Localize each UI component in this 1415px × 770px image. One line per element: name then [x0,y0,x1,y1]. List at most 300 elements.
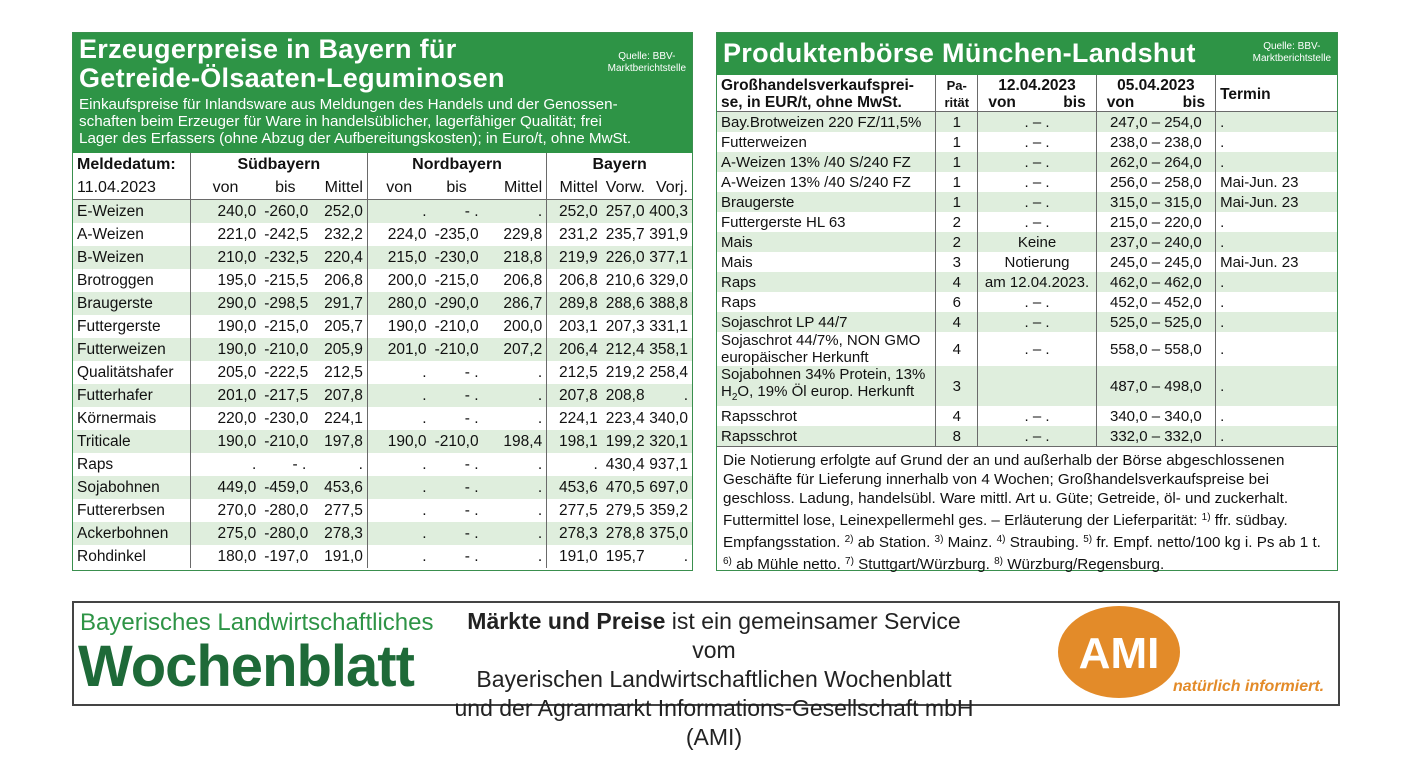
bayern-vorw: 199,2 [605,432,645,450]
nordbayern-von: . [367,384,430,407]
ami-logo-icon [1057,605,1181,699]
date2-label: 05.04.2023 [1117,77,1195,94]
paritaet: 2 [936,212,978,232]
erzeugerpreise-subtitle [73,93,692,147]
suedbayern-mittel: 205,9 [324,340,363,358]
bayern-mittel: 224,1 [547,407,602,430]
nordbayern-header: Nordbayern [367,153,546,176]
suedbayern-bis: -210,0 [264,432,309,450]
table-row [717,152,1337,172]
service-line: ist ein gemeinsamer Service vom [665,608,961,663]
nordbayern-von: . [367,407,430,430]
product-header-line: Großhandelsverkaufsprei- [721,77,914,94]
paritaet: 6 [936,292,978,312]
table-row [73,430,692,453]
suedbayern-mittel: 220,4 [324,248,363,266]
bayern-mittel: 453,6 [547,476,602,499]
date2-header [1096,75,1215,112]
notierung-previous: 256,0 – 258,0 [1096,172,1215,192]
paritaet-header-line: Pa- [946,78,967,93]
bayern-vorj: 391,9 [649,225,688,243]
bayern-vorj: . [683,547,688,565]
suedbayern-mittel: . [358,455,363,473]
paritaet: 4 [936,332,978,366]
meldedatum-label: Meldedatum: [77,155,176,173]
suedbayern-mittel: 277,5 [324,501,363,519]
nordbayern-von: . [367,545,430,568]
termin: . [1216,112,1337,133]
paritaet: 4 [936,406,978,426]
suedbayern-mittel: 207,8 [324,386,363,404]
subtitle-line: Lager des Erfassers (ohne Abzug der Aufbereitungskosten); in Euro/t, ohne MwSt. [79,130,632,147]
source-note [608,51,686,75]
crop-name: Futtergerste [77,317,161,335]
notierung-current: . – . [978,406,1096,426]
nordbayern-bis: -210,0 [434,432,479,450]
produktenboerse-header [717,33,1337,75]
paritaet: 1 [936,132,978,152]
bis-label: bis [1182,94,1206,111]
table-row [73,315,692,338]
nordbayern-bis: - . [464,363,479,381]
table-row [73,223,692,246]
nordbayern-mittel: 200,0 [503,317,543,335]
bayern-mittel: 252,0 [547,200,602,224]
service-banner [72,601,1340,750]
notierung-current: . – . [978,292,1096,312]
product-name: Futtergerste HL 63 [721,213,846,231]
product-name: A-Weizen 13% /40 S/240 FZ [721,153,911,171]
product-col-header [717,75,936,112]
table-row [717,252,1337,272]
footnote-marker: 8) [994,556,1003,567]
notierung-current: Keine [978,232,1096,252]
table-row [717,312,1337,332]
nordbayern-mittel: 286,7 [503,294,543,312]
suedbayern-mittel: 278,3 [324,524,363,542]
product-name: Rapsschrot [721,407,797,425]
source-line: Quelle: BBV- [618,51,676,62]
nordbayern-von: . [367,453,430,476]
crop-name: A-Weizen [77,225,144,243]
crop-name: Qualitätshafer [77,363,174,381]
product-name: Mais [721,233,753,251]
footnote-marker: 5) [1083,534,1093,545]
produktenboerse-title: Produktenbörse München-Landshut [723,38,1196,68]
termin: Mai-Jun. 23 [1216,172,1337,192]
notierung-previous: 315,0 – 315,0 [1096,192,1215,212]
product-name: Raps [721,273,757,291]
notierung-previous: 462,0 – 462,0 [1096,272,1215,292]
bayern-vorw: 279,5 [605,501,645,519]
nordbayern-bis: -230,0 [434,248,479,266]
suedbayern-von: 180,0 [190,545,260,568]
table-row [73,407,692,430]
table-row [717,232,1337,252]
nordbayern-bis: - . [464,386,479,404]
notierung-current: . – . [978,192,1096,212]
termin: . [1216,272,1337,292]
nordbayern-von: . [367,200,430,224]
crop-name: Braugerste [77,294,153,312]
paritaet: 1 [936,152,978,172]
footnote-marker: 1) [1201,512,1211,523]
notierung-previous: 332,0 – 332,0 [1096,426,1215,446]
suedbayern-von: . [190,453,260,476]
service-text [454,607,974,752]
termin: . [1216,232,1337,252]
product-name: Mais [721,253,753,271]
termin: . [1216,292,1337,312]
col-bis: bis [275,178,296,196]
von-label: von [988,94,1016,111]
bayern-mittel: 207,8 [547,384,602,407]
termin: Mai-Jun. 23 [1216,252,1337,272]
bayern-vorw: 470,5 [605,478,645,496]
bayern-vorj: 377,1 [649,248,688,266]
table-row [73,269,692,292]
source-line: Marktberichtstelle [1252,53,1331,64]
nordbayern-bis: -290,0 [434,294,479,312]
suedbayern-header: Südbayern [190,153,367,176]
crop-name: Rohdinkel [77,547,146,565]
suedbayern-von: 240,0 [190,200,260,224]
product-name: Futterweizen [721,133,807,151]
bayern-vorw: 219,2 [605,363,645,381]
source-line: Marktberichtstelle [607,63,686,74]
brand-subtitle: Bayerisches Landwirtschaftliches [80,609,434,636]
bayern-vorj: 331,1 [649,317,688,335]
suedbayern-bis: -230,0 [264,409,309,427]
termin-header: Termin [1216,75,1337,112]
bayern-mittel: 206,4 [547,338,602,361]
bayern-mittel: 219,9 [547,246,602,269]
suedbayern-von: 290,0 [190,292,260,315]
table-row [73,499,692,522]
title-line-2: Getreide-Ölsaaten-Leguminosen [79,63,505,93]
bayern-vorw: 278,8 [605,524,645,542]
paritaet: 1 [936,112,978,133]
subtitle-line: Einkaufspreise für Inlandsware aus Meldungen des Handels und der Genossen- [79,96,618,113]
nordbayern-von: . [367,522,430,545]
bayern-vorw: 208,8 [605,386,645,404]
nordbayern-mittel: 198,4 [503,432,543,450]
suedbayern-bis: -280,0 [264,501,309,519]
paritaet: 4 [936,272,978,292]
crop-name: Sojabohnen [77,478,160,496]
table-row [73,338,692,361]
notierung-previous: 238,0 – 238,0 [1096,132,1215,152]
termin: . [1216,366,1337,406]
footnote-marker: 6) [723,556,732,567]
nordbayern-mittel: . [537,386,543,404]
termin: Mai-Jun. 23 [1216,192,1337,212]
crop-name: Futterweizen [77,340,166,358]
paritaet: 3 [936,252,978,272]
produktenboerse-table [717,75,1337,446]
product-name-line: Sojabohnen 34% Protein, 13% [721,366,926,383]
nordbayern-von: 224,0 [367,223,430,246]
bayern-mittel: 212,5 [547,361,602,384]
service-bold: Märkte und Preise [467,608,666,634]
table-row [73,292,692,315]
bayern-mittel: 277,5 [547,499,602,522]
notierung-previous: 452,0 – 452,0 [1096,292,1215,312]
notierung-previous: 487,0 – 498,0 [1096,366,1215,406]
notierung-current: am 12.04.2023. [978,272,1096,292]
paritaet: 1 [936,172,978,192]
table-row [717,332,1337,366]
col-vorw: Vorw. [605,178,645,196]
suedbayern-von: 220,0 [190,407,260,430]
bayern-vorw: 212,4 [605,340,645,358]
nordbayern-mittel: . [537,409,543,427]
notierung-previous: 262,0 – 264,0 [1096,152,1215,172]
suedbayern-bis: -280,0 [264,524,309,542]
notierung-current: . – . [978,132,1096,152]
product-name: Rapsschrot [721,427,797,445]
source-line: Quelle: BBV- [1263,41,1321,52]
erzeugerpreise-header [73,33,692,153]
suedbayern-bis: -215,5 [264,271,309,289]
suedbayern-von: 210,0 [190,246,260,269]
nordbayern-mittel: 218,8 [503,248,543,266]
suedbayern-mittel: 252,0 [310,200,367,224]
col-mittel: Mittel [503,178,543,196]
paritaet: 3 [936,366,978,406]
nordbayern-bis: - . [464,455,479,473]
produktenboerse-panel [716,32,1338,571]
nordbayern-bis: - . [431,200,483,224]
bayern-vorj: . [683,386,688,404]
table-row [73,545,692,568]
nordbayern-bis: - . [464,501,479,519]
nordbayern-von: 200,0 [367,269,430,292]
table-row [73,361,692,384]
von-label: von [1106,94,1135,111]
notierung-current: . – . [978,112,1096,133]
table-row [73,384,692,407]
paritaet: 2 [936,232,978,252]
suedbayern-mittel: 291,7 [324,294,363,312]
erzeugerpreise-panel [72,32,693,571]
suedbayern-bis: -222,5 [264,363,309,381]
product-name: Sojaschrot LP 44/7 [721,313,848,331]
termin: . [1216,332,1337,366]
bis-label: bis [1063,94,1086,111]
brand-logo-wochenblatt: Wochenblatt [78,634,414,699]
nordbayern-von: . [367,499,430,522]
suedbayern-bis: -459,0 [264,478,309,496]
table-row [717,272,1337,292]
notierung-previous: 340,0 – 340,0 [1096,406,1215,426]
table-row [717,212,1337,232]
bayern-vorj: 358,1 [649,340,688,358]
termin: . [1216,426,1337,446]
notierung-current: Notierung [978,252,1096,272]
nordbayern-bis: -215,0 [434,271,479,289]
table-row [73,453,692,476]
bayern-vorw: 257,0 [602,200,645,224]
bayern-vorj: 388,8 [649,294,688,312]
bayern-vorj: 320,1 [649,432,688,450]
table-row [717,132,1337,152]
bayern-mittel: 278,3 [547,522,602,545]
table-row [717,406,1337,426]
nordbayern-von: 215,0 [367,246,430,269]
footnote-marker: 3) [934,534,944,545]
bayern-vorj: 400,3 [645,200,692,224]
paritaet-header-line: rität [944,95,970,110]
footnote-marker: 4) [996,534,1006,545]
termin: . [1216,312,1337,332]
suedbayern-von: 270,0 [190,499,260,522]
footnote-marker: 2) [844,534,854,545]
suedbayern-bis: -215,0 [264,317,309,335]
subtitle-line: schaften beim Erzeuger für Ware in handelsüblicher, lagerfähiger Qualität; frei [79,113,602,130]
notierung-current: . – . [978,426,1096,446]
bayern-vorw: 195,7 [605,547,645,565]
bayern-vorw: 430,4 [605,455,645,473]
nordbayern-von: 190,0 [367,430,430,453]
paritaet: 8 [936,426,978,446]
paritaet: 1 [936,192,978,212]
crop-name: Brotroggen [77,271,154,289]
crop-name: Ackerbohnen [77,524,169,542]
nordbayern-von: . [367,476,430,499]
ami-slogan: natürlich informiert. [1173,678,1325,695]
crop-name: B-Weizen [77,248,144,266]
bayern-vorj: 375,0 [649,524,688,542]
suedbayern-mittel: 191,0 [324,547,363,565]
nordbayern-mittel: 207,2 [503,340,543,358]
col-mittel: Mittel [547,176,602,200]
bayern-vorj: 258,4 [649,363,688,381]
bayern-vorw: 226,0 [605,248,645,266]
product-header-line: se, in EUR/t, ohne MwSt. [721,94,902,111]
suedbayern-von: 205,0 [190,361,260,384]
suedbayern-von: 190,0 [190,315,260,338]
suedbayern-von: 201,0 [190,384,260,407]
termin: . [1216,132,1337,152]
termin: . [1216,152,1337,172]
suedbayern-mittel: 197,8 [324,432,363,450]
bayern-vorj: 340,0 [649,409,688,427]
paritaet-header [936,75,978,112]
nordbayern-mittel: . [483,200,547,224]
product-name: A-Weizen 13% /40 S/240 FZ [721,173,911,191]
notierung-current: . – . [978,172,1096,192]
nordbayern-bis: - . [464,547,479,565]
col-von: von [367,176,430,200]
product-name-line: Sojaschrot 44/7%, NON GMO [721,332,921,349]
bayern-vorw: 210,6 [605,271,645,289]
suedbayern-bis: -210,0 [264,340,309,358]
bayern-vorj: 937,1 [649,455,688,473]
nordbayern-von: 201,0 [367,338,430,361]
table-row [717,292,1337,312]
bayern-mittel: 191,0 [547,545,602,568]
notierung-previous: 525,0 – 525,0 [1096,312,1215,332]
nordbayern-mittel: . [537,478,543,496]
ami-logo-text: AMI [1078,629,1160,678]
notierung-previous: 215,0 – 220,0 [1096,212,1215,232]
termin: . [1216,212,1337,232]
product-name [717,366,936,406]
table-row [73,246,692,269]
table-row [73,522,692,545]
date1-label: 12.04.2023 [998,77,1076,94]
nordbayern-von: . [367,361,430,384]
table-row [717,426,1337,446]
table-row [717,112,1337,133]
subscript: 2 [731,392,738,403]
product-name-line: $H_2O$, 19% Öl europ. Herkunft [721,383,915,403]
suedbayern-bis: -217,5 [264,386,309,404]
bayern-header: Bayern [547,153,692,176]
bayern-vorw: 288,6 [605,294,645,312]
nordbayern-bis: - . [464,478,479,496]
suedbayern-von: 190,0 [190,338,260,361]
notierung-current: . – . [978,332,1096,366]
suedbayern-mittel: 453,6 [324,478,363,496]
nordbayern-bis: -235,0 [434,225,479,243]
erzeugerpreise-title [73,33,692,93]
product-name: Braugerste [721,193,795,211]
col-mittel: Mittel [324,178,363,196]
col-vorj: Vorj. [655,178,688,196]
date1-header [978,75,1096,112]
suedbayern-von: 449,0 [190,476,260,499]
crop-name: Raps [77,455,114,473]
nordbayern-von: 280,0 [367,292,430,315]
table-row [717,366,1337,406]
nordbayern-bis: -210,0 [434,317,479,335]
notierung-current: . – . [978,312,1096,332]
notierung-note: Die Notierung erfolgte auf Grund der an und außerhalb der Börse abgeschlossenen Geschäfte für Lieferung innerhalb von 4 Wochen; Großhandelsverkaufspreise bei geschloss. Ladung, handelsübl. Ware mittl. Art u. Güte; Getreide, öl- und zuckerhalt. Futtermittel lose, Leinexpellermehl ges. – Erläuterung der Lieferparität: $^{1)}$ ffr. südbay. Empfangsstation. $^{2)}$ ab Station. $^{3)}$ Mainz. $^{4)}$ Straubing. $^{5)}$ fr. Empf. netto/100 kg i. Ps ab 1 t. $^{6)}$ ab Mühle netto. $^{7)}$ Stuttgart/Würzburg. $^{8)}$ Würzburg/Regensburg. [717,446,1337,578]
paritaet: 4 [936,312,978,332]
bayern-mittel: . [547,453,602,476]
nordbayern-mittel: . [537,547,543,565]
col-bis: bis [446,178,467,196]
footnote-marker: 7) [845,556,854,567]
title-line-1: Erzeugerpreise in Bayern für [79,34,457,64]
suedbayern-bis: -197,0 [264,547,309,565]
nordbayern-von: 190,0 [367,315,430,338]
crop-name: Triticale [77,432,131,450]
suedbayern-mittel: 206,8 [324,271,363,289]
bayern-mittel: 231,2 [547,223,602,246]
suedbayern-von: 195,0 [190,269,260,292]
suedbayern-mittel: 224,1 [324,409,363,427]
bayern-vorw: 235,7 [605,225,645,243]
notierung-previous: 558,0 – 558,0 [1096,332,1215,366]
suedbayern-mittel: 212,5 [324,363,363,381]
table-row [717,172,1337,192]
termin: . [1216,406,1337,426]
nordbayern-mittel: 206,8 [503,271,543,289]
bayern-mittel: 203,1 [547,315,602,338]
product-name: Raps [721,293,757,311]
erzeugerpreise-table [73,153,692,568]
bayern-mittel: 198,1 [547,430,602,453]
notierung-previous: 245,0 – 245,0 [1096,252,1215,272]
crop-name: E-Weizen [73,200,190,224]
col-von: von [190,176,260,200]
nordbayern-bis: -210,0 [434,340,479,358]
suedbayern-bis: -260,0 [260,200,310,224]
source-note [1253,41,1331,65]
